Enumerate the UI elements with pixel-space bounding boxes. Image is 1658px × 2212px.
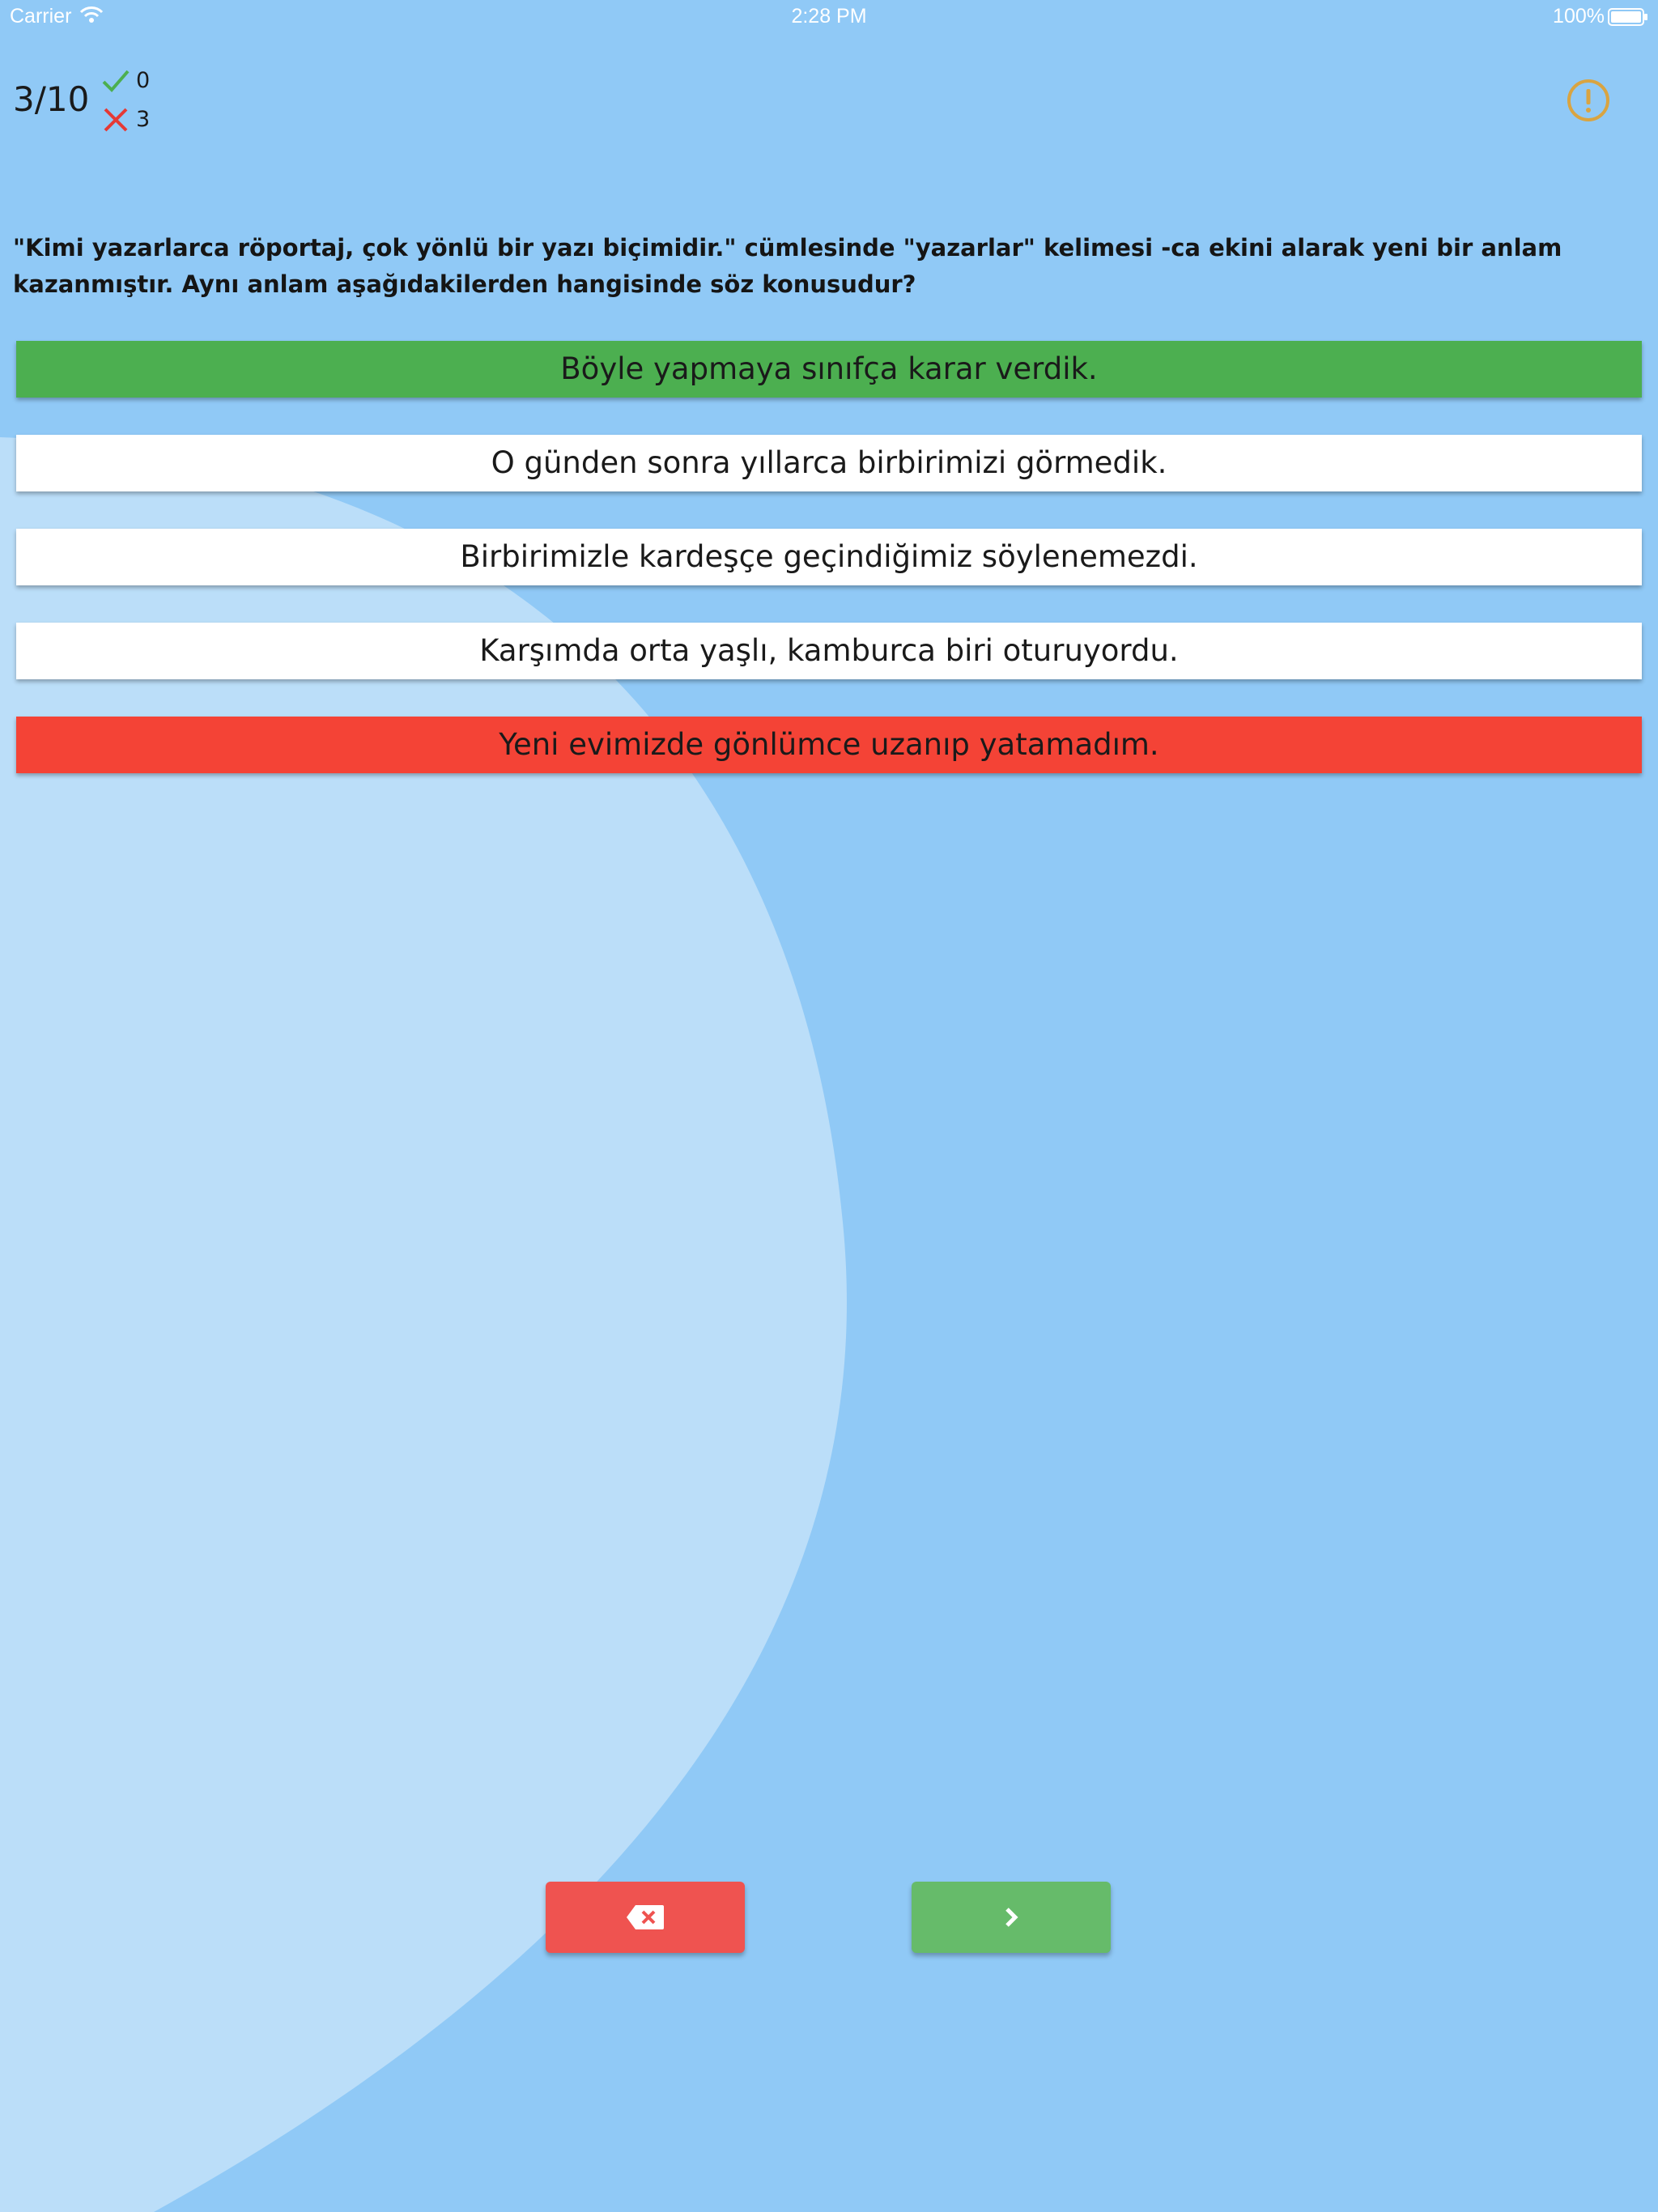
question-text: "Kimi yazarlarca röportaj, çok yönlü bir yazı biçimidir." cümlesinde "yazarlar" kelimesi -ca ekini alarak yeni bir anlam kazanmıştır. Aynı anlam aşağıdakilerden hangisinde söz konusudur? [13, 234, 1562, 298]
report-icon[interactable] [1566, 78, 1611, 123]
wrong-count: 3 [136, 107, 151, 132]
backspace-icon [625, 1904, 665, 1931]
delete-button[interactable] [546, 1882, 745, 1953]
answer-option-d[interactable]: Karşımda orta yaşlı, kamburca biri oturuyordu. [16, 623, 1642, 679]
status-bar [0, 0, 1658, 32]
chevron-right-icon [1002, 1905, 1020, 1929]
correct-count: 0 [136, 68, 151, 93]
answer-option-e[interactable]: Yeni evimizde gönlümce uzanıp yatamadım. [16, 717, 1642, 773]
cross-icon [102, 107, 130, 133]
carrier-label: Carrier [10, 5, 72, 28]
clock: 2:28 PM [791, 5, 867, 28]
check-icon [102, 68, 130, 94]
question-progress: 3/10 [13, 79, 90, 119]
answer-option-a[interactable]: Böyle yapmaya sınıfça karar verdik. [16, 341, 1642, 398]
answer-option-b[interactable]: O günden sonra yıllarca birbirimizi görmedik. [16, 435, 1642, 491]
battery-icon [1608, 8, 1648, 26]
answer-option-c[interactable]: Birbirimizle kardeşçe geçindiğimiz söylenemezdi. [16, 529, 1642, 585]
battery-percentage: 100% [1553, 5, 1605, 28]
next-button[interactable] [912, 1882, 1111, 1953]
